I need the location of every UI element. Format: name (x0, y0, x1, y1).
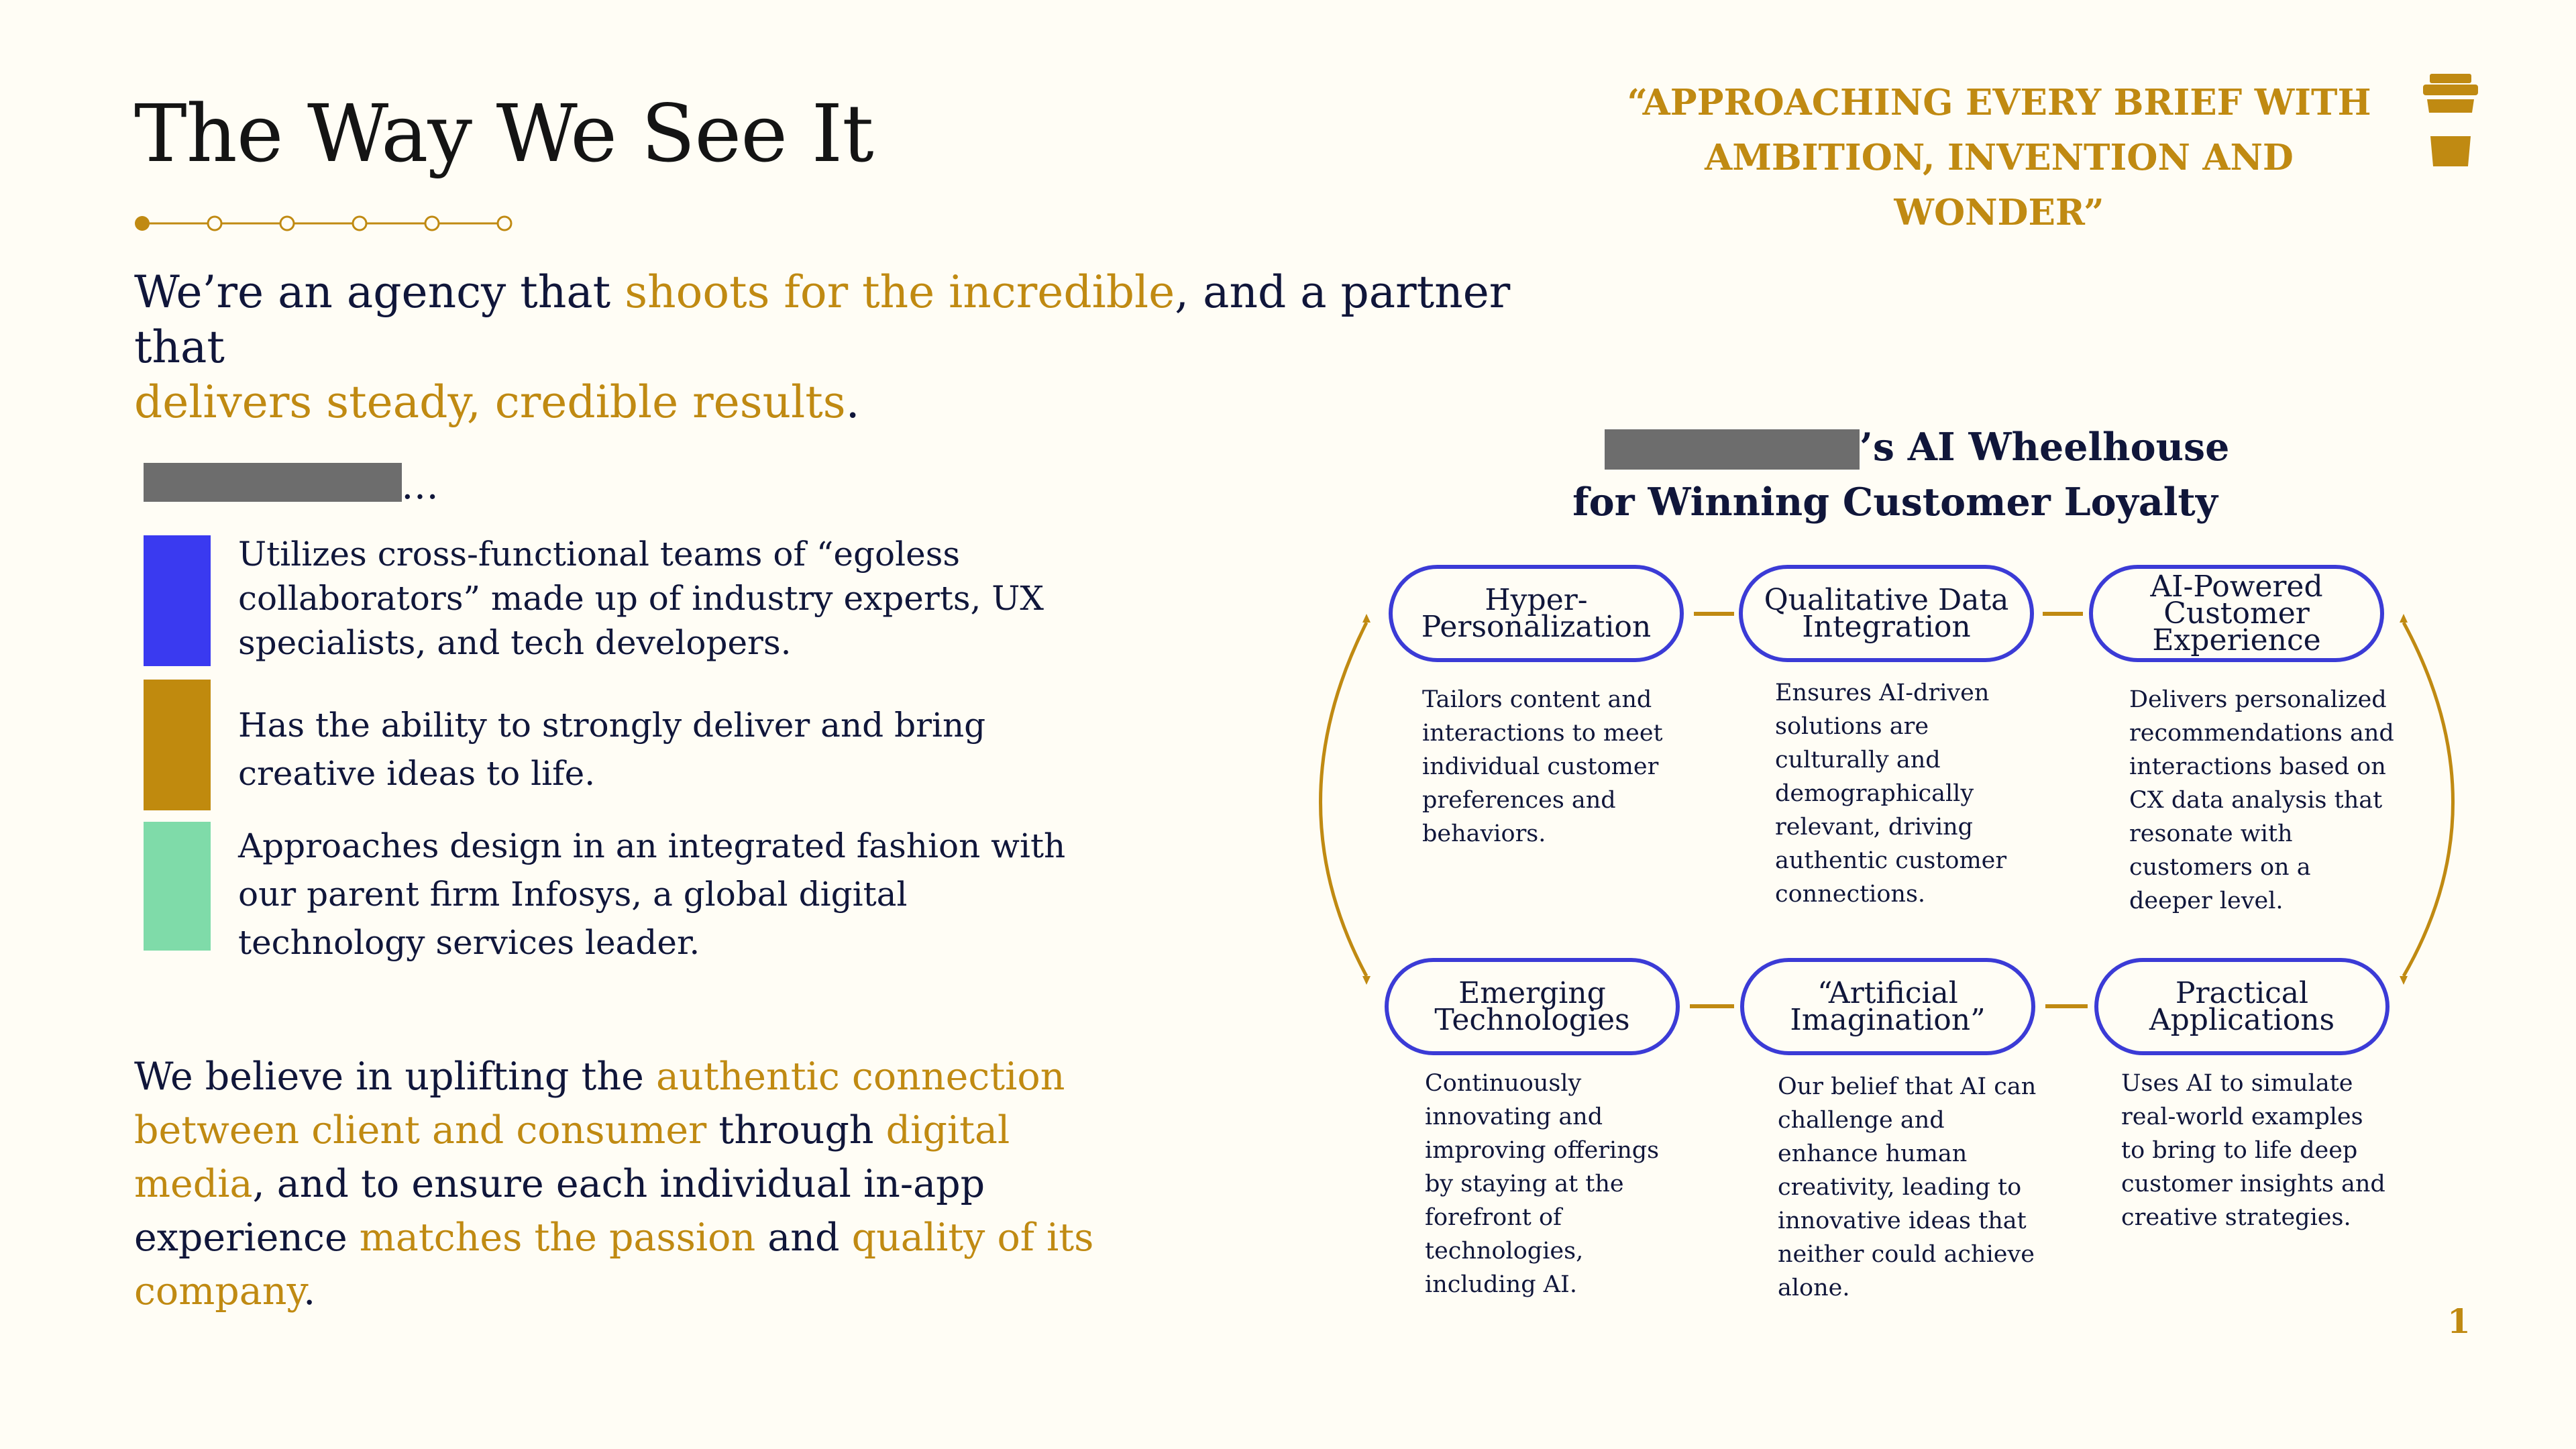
wheel-node-emerging-technologies: Emerging Technologies (1385, 958, 1680, 1055)
intro-highlight-2: delivers steady, credible results (134, 376, 846, 428)
progress-dots (134, 213, 523, 233)
intro-text: We’re an agency that shoots for the incredible, and a partner that delivers steady, credible results. (134, 266, 1511, 428)
wheel-node-description: Ensures AI-driven solutions are culturally and demographically relevant, driving authentic customer connections. (1775, 680, 2007, 908)
list-color-bar-blue (144, 535, 211, 666)
wheel-node-description: Continuously innovating and improving offerings by staying at the forefront of technologies, including AI. (1425, 1070, 1660, 1298)
quote-line-2: AMBITION, INVENTION AND WONDER” (1705, 137, 2294, 233)
wheel-node-description: Uses AI to simulate real-world examples to bring to life deep customer insights and creative strategies. (2121, 1070, 2385, 1231)
list-item-text: Approaches design in an integrated fashion with our parent firm Infosys, a global digital technology services leader. (238, 826, 1066, 962)
page-number: 1 (2447, 1301, 2471, 1341)
list-color-bar-green (144, 822, 211, 951)
belief-paragraph: We believe in uplifting the authentic connection between client and consumer through digital media, and to ensure each individual in-app experience matches the passion and quality of its company. (134, 1055, 1094, 1313)
wheel-node-qualitative-data-integration: Qualitative Data Integration (1739, 565, 2034, 662)
coffee-cup-icon (2420, 72, 2481, 166)
redacted-company-name (144, 463, 402, 502)
wheel-node-artificial-imagination: “Artificial Imagination” (1740, 958, 2035, 1055)
wheelhouse-subtitle: for Winning Customer Loyalty (1572, 480, 2218, 525)
list-heading-ellipsis: … (401, 464, 439, 508)
quote (1610, 75, 2388, 240)
wheel-node-ai-powered-customer-experience: AI-Powered Customer Experience (2089, 565, 2384, 662)
wheelhouse-title: ’s AI Wheelhouse (1860, 425, 2230, 470)
wheel-node-description: Our belief that AI can challenge and enhance human creativity, leading to innovative ideas that neither could achieve alone. (1778, 1073, 2037, 1301)
wheel-node-hyper-personalization: Hyper- Personalization (1389, 565, 1684, 662)
wheel-node-description: Tailors content and interactions to meet individual customer preferences and behaviors. (1422, 686, 1663, 847)
intro-highlight-1: shoots for the incredible (625, 266, 1175, 318)
page-title: The Way We See It (134, 87, 873, 180)
wheel-node-description: Delivers personalized recommendations and interactions based on CX data analysis that resonate with customers on a deeper level. (2129, 686, 2394, 914)
redacted-company-name (1605, 429, 1860, 470)
list-item-text: Has the ability to strongly deliver and bring creative ideas to life. (238, 706, 986, 793)
list-item-text: Utilizes cross-functional teams of “egoless collaborators” made up of industry experts, UX specialists, and tech developers. (238, 535, 1044, 662)
wheel-node-practical-applications: Practical Applications (2094, 958, 2390, 1055)
list-color-bar-gold (144, 680, 211, 810)
quote-line-1: “APPROACHING EVERY BRIEF WITH (1627, 82, 2371, 123)
